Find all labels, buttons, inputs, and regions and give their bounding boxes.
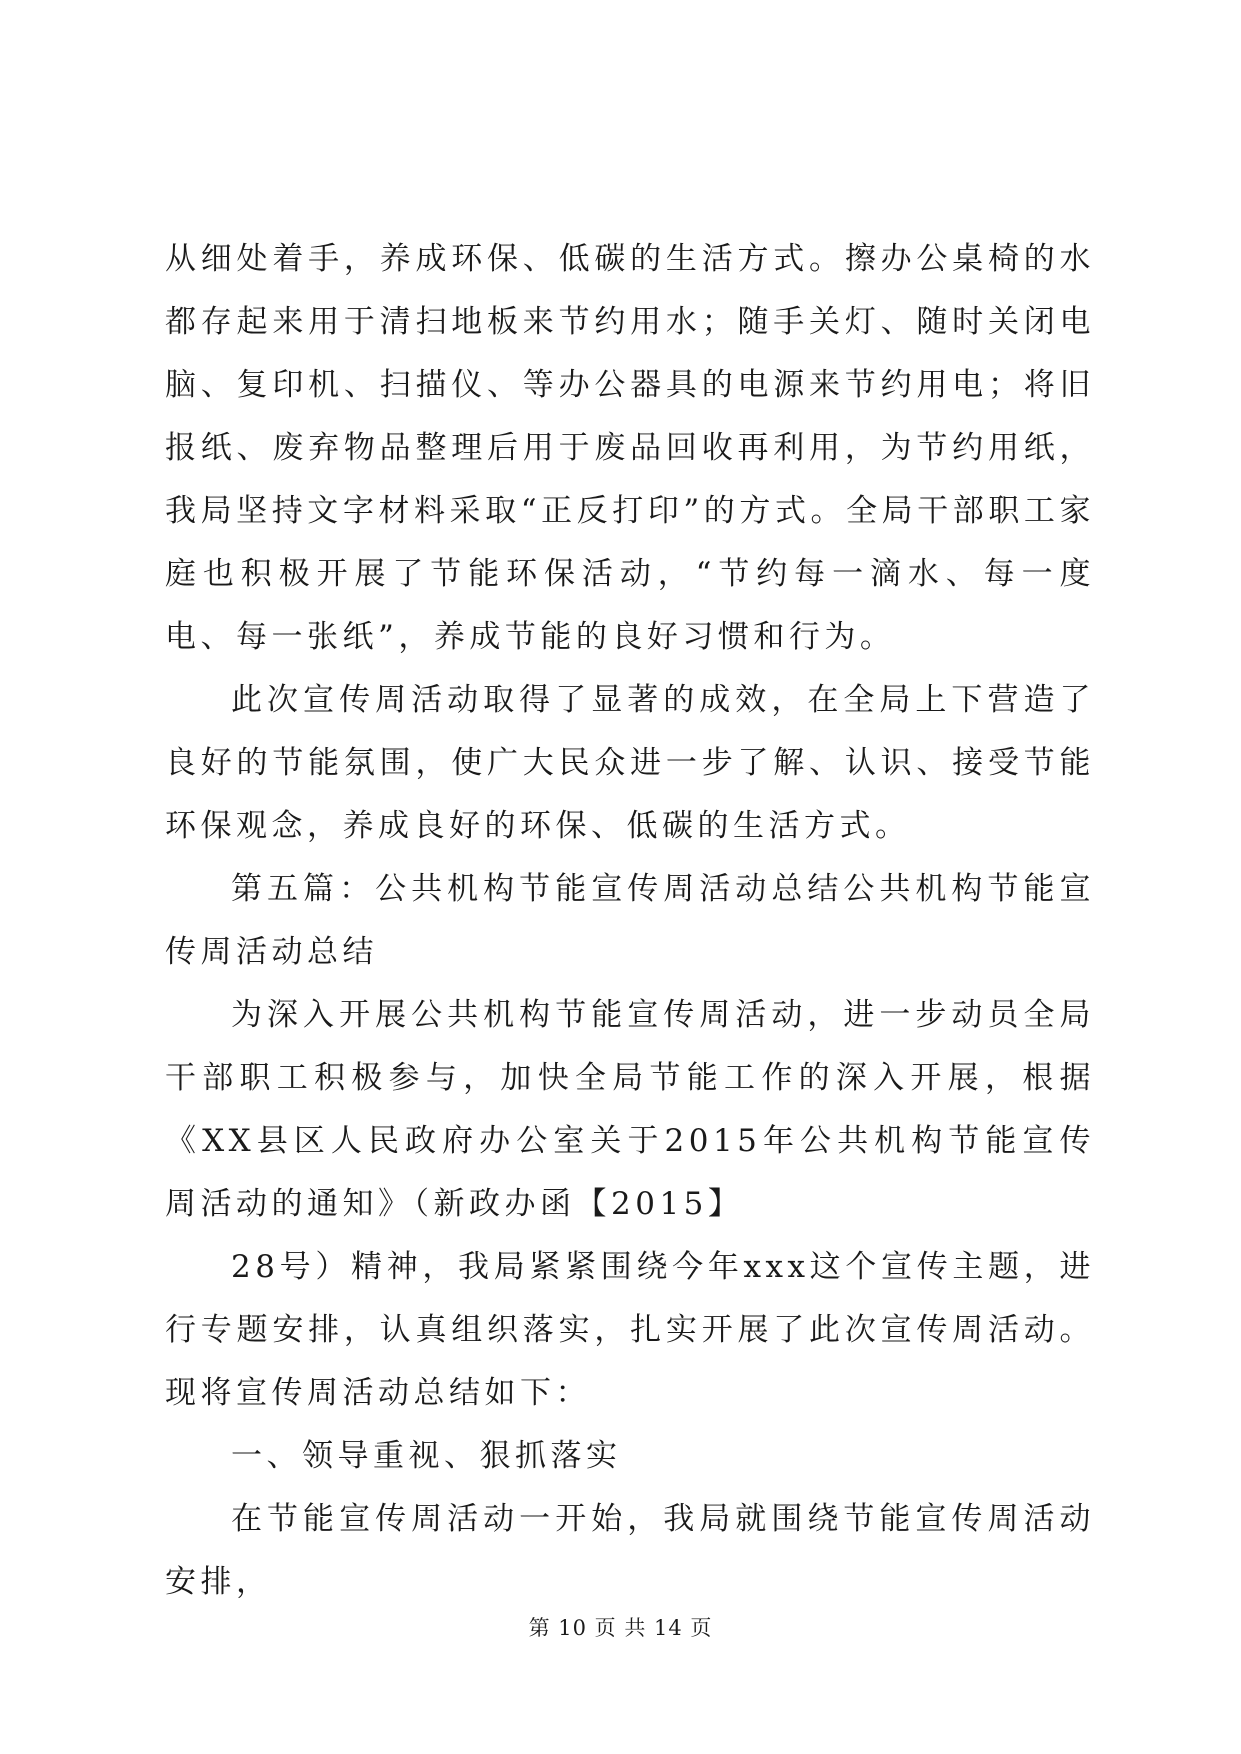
page-number-footer: 第 10 页 共 14 页	[528, 1616, 713, 1640]
document-body	[165, 228, 1095, 1614]
paragraph-5: 在节能宣传周活动一开始，我局就围绕节能宣传周活动安排，	[165, 1501, 1095, 1600]
section-heading-5: 第五篇：公共机构节能宣传周活动总结公共机构节能宣传周活动总结	[165, 871, 1095, 970]
paragraph-3: 为深入开展公共机构节能宣传周活动，进一步动员全局干部职工积极参与，加快全局节能工作的深入开展，根据《XX县区人民政府办公室关于2015年公共机构节能宣传周活动的通知》（新政办函【2015】	[165, 997, 1095, 1222]
paragraph-4: 28号）精神，我局紧紧围绕今年xxx这个宣传主题，进行专题安排，认真组织落实，扎实开展了此次宣传周活动。现将宣传周活动总结如下：	[165, 1249, 1095, 1411]
paragraph-2: 此次宣传周活动取得了显著的成效，在全局上下营造了良好的节能氛围，使广大民众进一步了解、认识、接受节能环保观念，养成良好的环保、低碳的生活方式。	[165, 682, 1095, 844]
paragraph-1: 从细处着手，养成环保、低碳的生活方式。擦办公桌椅的水都存起来用于清扫地板来节约用水；随手关灯、随时关闭电脑、复印机、扫描仪、等办公器具的电源来节约用电；将旧报纸、废弃物品整理后用于废品回收再利用，为节约用纸，我局坚持文字材料采取“正反打印”的方式。全局干部职工家庭也积极开展了节能环保活动，“节约每一滴水、每一度电、每一张纸”，养成节能的良好习惯和行为。	[165, 241, 1095, 655]
subheading-1: 一、领导重视、狠抓落实	[231, 1438, 622, 1474]
